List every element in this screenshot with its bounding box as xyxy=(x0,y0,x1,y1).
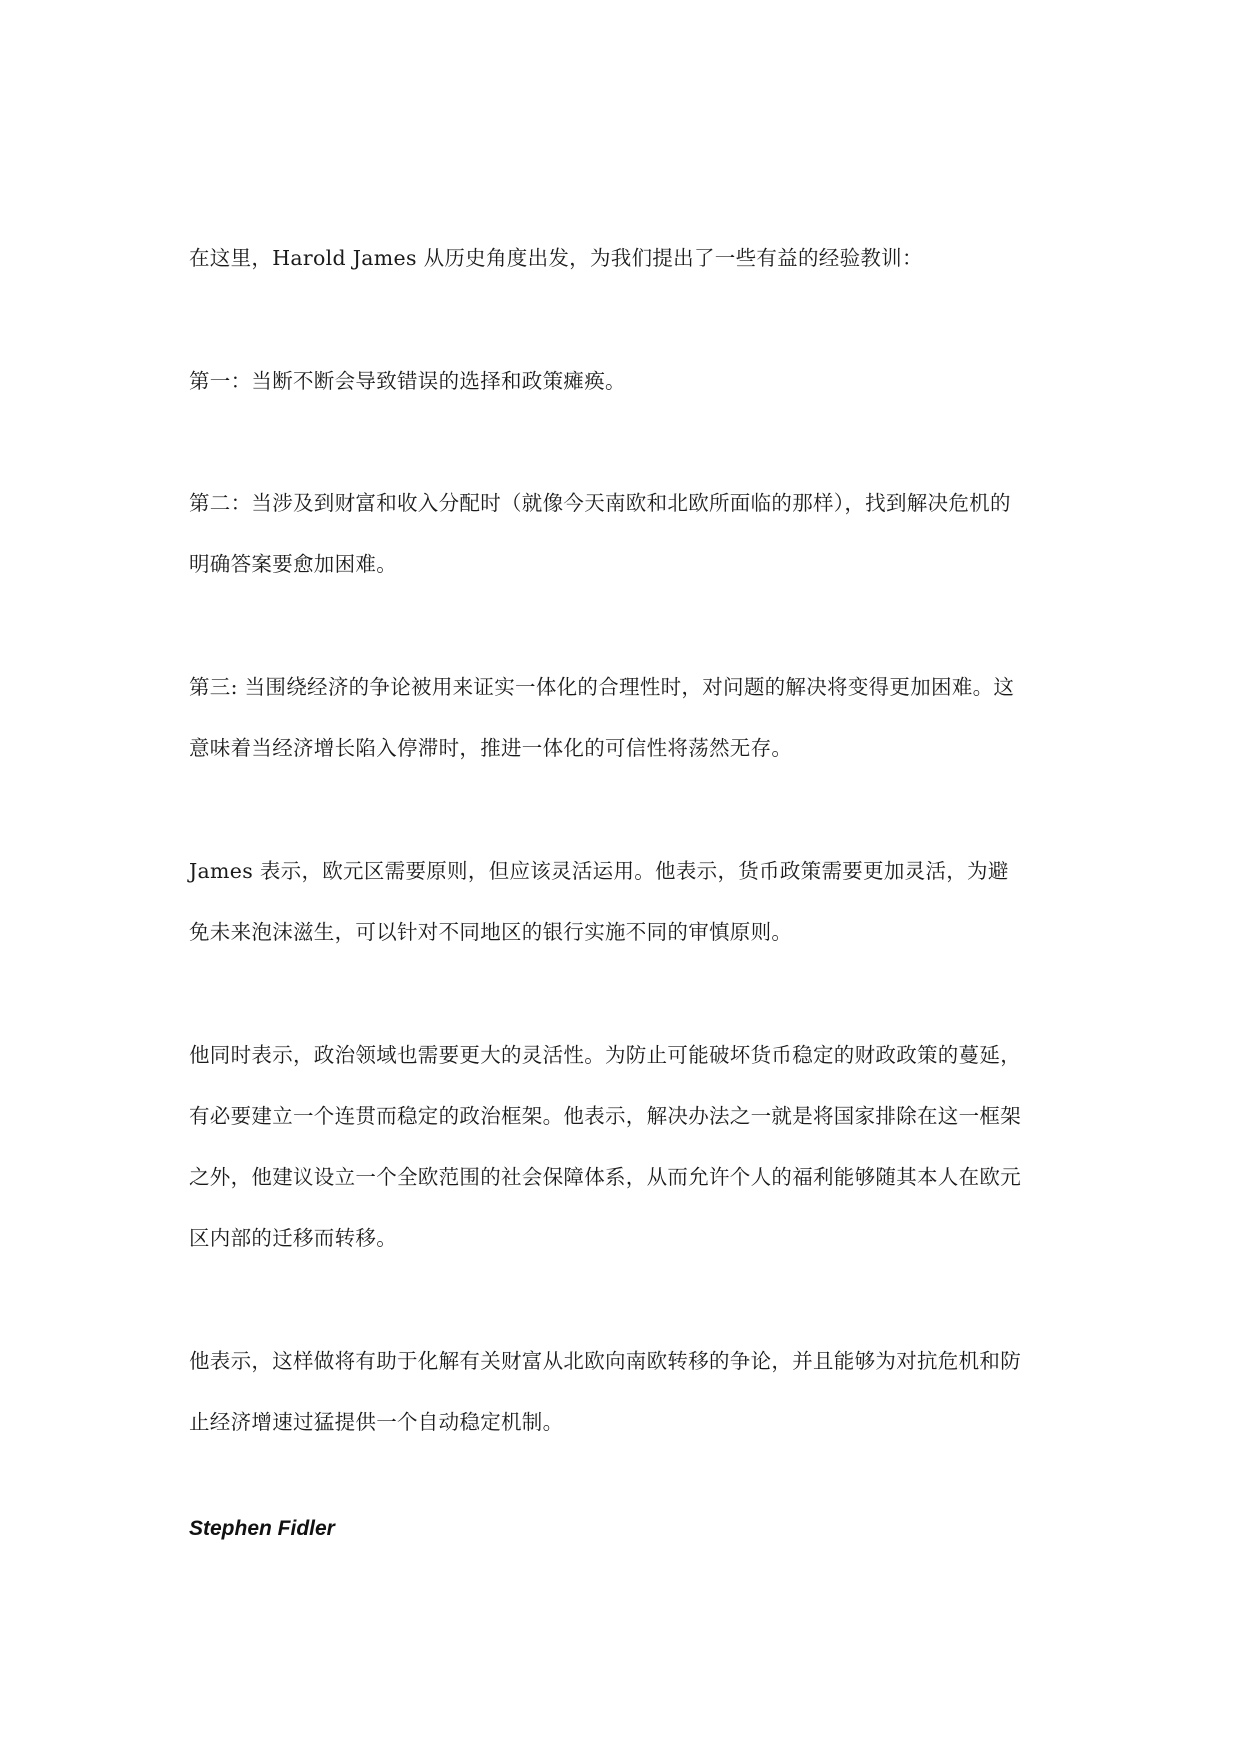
paragraph-line: 在这里，Harold James 从历史角度出发，为我们提出了一些有益的经验教训： xyxy=(189,246,923,270)
paragraph-line: 他同时表示，政治领域也需要更大的灵活性。为防止可能破坏货币稳定的财政政策的蔓延， xyxy=(189,1043,1021,1067)
paragraph-line: 意味着当经济增长陷入停滞时，推进一体化的可信性将荡然无存。 xyxy=(189,736,793,760)
paragraph-line: 第二：当涉及到财富和收入分配时（就像今天南欧和北欧所面临的那样），找到解决危机的 xyxy=(189,491,1011,515)
paragraph-james-principles xyxy=(189,841,1069,963)
paragraph-lesson-three xyxy=(189,657,1069,779)
paragraph-line: 止经济增速过猛提供一个自动稳定机制。 xyxy=(189,1410,564,1434)
paragraph-line: 第三: 当围绕经济的争论被用来证实一体化的合理性时，对问题的解决将变得更加困难。这 xyxy=(189,675,1015,699)
paragraph-line: 免未来泡沫滋生，可以针对不同地区的银行实施不同的审慎原则。 xyxy=(189,920,793,944)
paragraph-line: 之外，他建议设立一个全欧范围的社会保障体系，从而允许个人的福利能够随其本人在欧元 xyxy=(189,1165,1021,1189)
paragraph-line: 他表示，这样做将有助于化解有关财富从北欧向南欧转移的争论，并且能够为对抗危机和防 xyxy=(189,1349,1021,1373)
author-byline: Stephen Fidler xyxy=(189,1517,335,1540)
paragraph-political-flexibility xyxy=(189,1025,1069,1269)
paragraph-stabilizer xyxy=(189,1331,1069,1453)
paragraph-line: 第一：当断不断会导致错误的选择和政策瘫痪。 xyxy=(189,369,626,393)
paragraph-line: 有必要建立一个连贯而稳定的政治框架。他表示，解决办法之一就是将国家排除在这一框架 xyxy=(189,1104,1021,1128)
paragraph-line: 明确答案要愈加困难。 xyxy=(189,552,397,576)
paragraph-lesson-two xyxy=(189,473,1069,595)
paragraph-lesson-one xyxy=(189,351,1069,412)
paragraph-line: James 表示，欧元区需要原则，但应该灵活运用。他表示，货币政策需要更加灵活，为避 xyxy=(189,859,1009,883)
paragraph-line: 区内部的迁移而转移。 xyxy=(189,1226,397,1250)
paragraph-intro xyxy=(189,228,1069,289)
